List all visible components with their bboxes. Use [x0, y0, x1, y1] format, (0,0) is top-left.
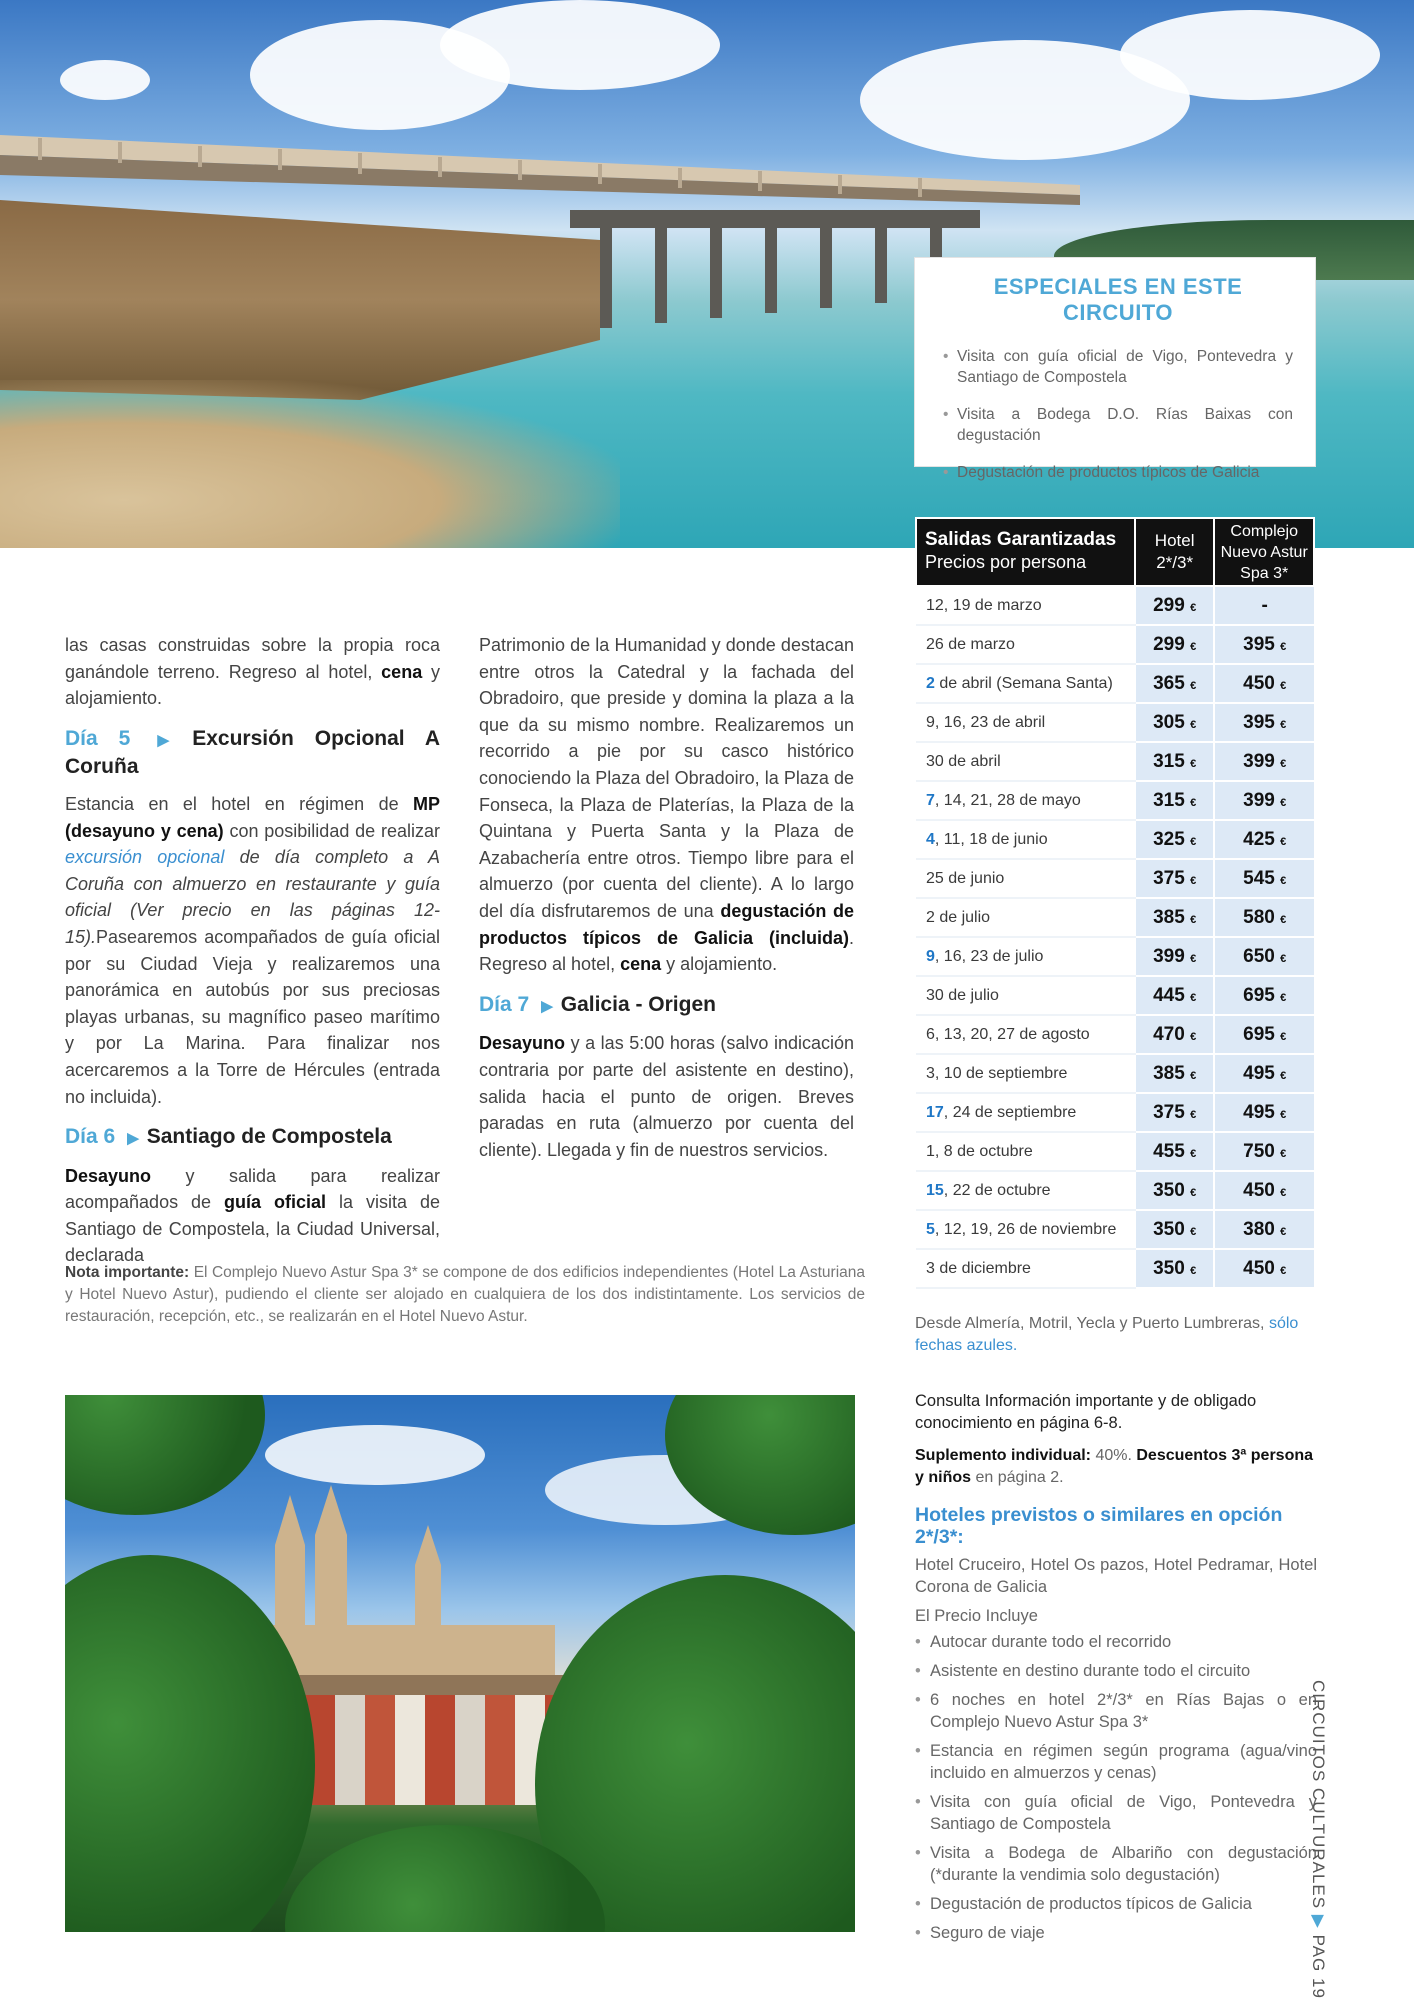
specials-list: [943, 346, 1293, 483]
descuentos-label: Descuentos 3ª persona y niños: [915, 1447, 1314, 1486]
price-complejo: 650 €: [1214, 937, 1314, 976]
price-complejo: 750 €: [1214, 1132, 1314, 1171]
price-hotel: 375 €: [1135, 1093, 1214, 1132]
specials-title: ESPECIALES EN ESTE CIRCUITO: [993, 274, 1243, 325]
page-number: PAG 19: [1309, 1934, 1328, 1999]
price-row-date: 17, 24 de septiembre: [916, 1093, 1135, 1132]
price-row-date: 2 de abril (Semana Santa): [916, 664, 1135, 703]
page-footer: [1308, 1680, 1328, 1999]
price-row: [916, 1015, 1314, 1054]
day7-heading: [479, 992, 854, 1021]
day6-continued: Patrimonio de la Humanidad y donde destacan entre otros la Catedral y la fachada del Obradoiro, que preside y domina la plaza a la que da su mismo nombre. Realizaremos un recorrido a pie por su casco histórico conociendo la Plaza del Obradoiro, la Plaza de Fonseca, la Plaza de Platerías, la Plaza de la Quintana y Puerta Santa y la Plaza de Azabachería entre otros. Tiempo libre para el almuerzo (por cuenta del cliente). A lo largo del día disfrutaremos de una degustación de productos típicos de Galicia (incluida). Regreso al hotel, cena y alojamiento.: [479, 635, 855, 975]
day7-text: Desayuno y a las 5:00 horas (salvo indicación contraria por parte del asistente en destino), salida hacia el punto de origen. Breves paradas en ruta (almuerzo por cuenta del cliente). Llegada y fin de nuestros servicios.: [479, 1033, 854, 1160]
price-hotel: 315 €: [1135, 742, 1214, 781]
price-hotel: 455 €: [1135, 1132, 1214, 1171]
day7-number: Día 7: [479, 992, 530, 1016]
price-row: [916, 742, 1314, 781]
day6-text: Desayuno y salida para realizar acompañados de guía oficial la visita de Santiago de Compostela, la Ciudad Universal, declarada: [65, 1165, 440, 1266]
hoteles-text: Hotel Cruceiro, Hotel Os pazos, Hotel Pedramar, Hotel Corona de Galicia: [915, 1556, 1317, 1596]
descuentos-value: en página 2.: [971, 1469, 1064, 1486]
price-row: [916, 976, 1314, 1015]
price-row-date: 12, 19 de marzo: [916, 586, 1135, 625]
hoteles-title: Hoteles previstos o similares en opción 2*/3*:: [915, 1504, 1283, 1548]
prices-header-subtitle: Precios por persona: [925, 552, 1087, 572]
price-complejo: 399 €: [1214, 781, 1314, 820]
incluye-item: • Estancia en régimen según programa (agua/vino incluido en almuerzos y cenas): [915, 1740, 1317, 1784]
price-hotel: 385 €: [1135, 898, 1214, 937]
incluye-list: [915, 1631, 1317, 1944]
price-complejo: 495 €: [1214, 1054, 1314, 1093]
price-row-date: 1, 8 de octubre: [916, 1132, 1135, 1171]
price-row: [916, 664, 1314, 703]
prices-header-title-cell: [916, 518, 1135, 586]
desde-note: [915, 1313, 1317, 1357]
price-row-date: 30 de julio: [916, 976, 1135, 1015]
price-row-date: 9, 16, 23 de julio: [916, 937, 1135, 976]
price-hotel: 350 €: [1135, 1171, 1214, 1210]
price-row: [916, 1210, 1314, 1249]
price-complejo: 545 €: [1214, 859, 1314, 898]
price-complejo: 399 €: [1214, 742, 1314, 781]
day5-heading: [65, 726, 440, 781]
price-row-date: 2 de julio: [916, 898, 1135, 937]
suplemento-note: [915, 1445, 1317, 1489]
day6-heading: [65, 1124, 440, 1153]
incluye-item: • Visita con guía oficial de Vigo, Pontevedra y Santiago de Compostela: [915, 1791, 1317, 1835]
price-row-date: 6, 13, 20, 27 de agosto: [916, 1015, 1135, 1054]
price-complejo: 450 €: [1214, 1171, 1314, 1210]
desde-blue-text: sólo fechas azules.: [915, 1315, 1299, 1354]
suplemento-label: Suplemento individual:: [915, 1447, 1092, 1464]
santiago-cathedral-photo: [65, 1395, 855, 1932]
prices-header-title: Salidas Garantizadas: [925, 529, 1117, 550]
incluye-item: • Asistente en destino durante todo el circuito: [915, 1660, 1317, 1682]
price-row-date: 7, 14, 21, 28 de mayo: [916, 781, 1135, 820]
day5-text: Estancia en el hotel en régimen de MP (desayuno y cena) con posibilidad de realizar excursión opcional de día completo a A Coruña con almuerzo en restaurante y guía oficial (Ver precio en las páginas 12-15).Pasearemos acompañados de guía oficial por su Ciudad Vieja y realizaremos una panorámica en autobús por sus preciosas playas urbanas, su magnífico paseo marítimo y por La Marina. Para finalizar nos acercaremos a la Torre de Hércules (entrada no incluida).: [65, 793, 441, 1107]
price-row-date: 9, 16, 23 de abril: [916, 703, 1135, 742]
price-complejo: 450 €: [1214, 1249, 1314, 1288]
price-row: [916, 1132, 1314, 1171]
day6-number: Día 6: [65, 1125, 116, 1149]
prices-table: [915, 517, 1315, 1289]
prices-body: [916, 586, 1314, 1288]
price-hotel: 299 €: [1135, 625, 1214, 664]
chevron-right-icon: ▶: [142, 731, 185, 749]
price-row-date: 25 de junio: [916, 859, 1135, 898]
incluye-item: • Seguro de viaje: [915, 1922, 1317, 1944]
consulta-note: Consulta Información importante y de obligado conocimiento en página 6-8.: [915, 1392, 1257, 1432]
price-row: [916, 937, 1314, 976]
itinerary-column-2: [479, 632, 854, 1177]
price-row-date: 5, 12, 19, 26 de noviembre: [916, 1210, 1135, 1249]
price-hotel: 445 €: [1135, 976, 1214, 1015]
price-row: [916, 781, 1314, 820]
price-complejo: 425 €: [1214, 820, 1314, 859]
chevron-right-icon: ▶: [541, 997, 553, 1015]
price-hotel: 365 €: [1135, 664, 1214, 703]
specials-item: • Visita a Bodega D.O. Rías Baixas con degustación: [943, 404, 1293, 446]
price-row-date: 26 de marzo: [916, 625, 1135, 664]
price-complejo: -: [1214, 586, 1314, 625]
specials-item: • Degustación de productos típicos de Galicia: [943, 462, 1293, 483]
price-row: [916, 1054, 1314, 1093]
day5-number: Día 5: [65, 726, 131, 750]
day5-title: Excursión Opcional A Coruña: [65, 726, 440, 779]
price-complejo: 380 €: [1214, 1210, 1314, 1249]
incluye-item: • Degustación de productos típicos de Galicia: [915, 1893, 1317, 1915]
price-row: [916, 859, 1314, 898]
specials-box: [915, 258, 1315, 481]
price-row: [916, 1171, 1314, 1210]
price-row-date: 15, 22 de octubre: [916, 1171, 1135, 1210]
section-name: CIRCUITOS CULTURALES: [1309, 1680, 1328, 1910]
price-row: [916, 820, 1314, 859]
price-hotel: 315 €: [1135, 781, 1214, 820]
desde-text: Desde Almería, Motril, Yecla y Puerto Lumbreras,: [915, 1315, 1269, 1332]
nota-importante: [65, 1262, 865, 1328]
price-hotel: 305 €: [1135, 703, 1214, 742]
incluye-title: El Precio Incluye: [915, 1607, 1038, 1625]
incluye-item: • Autocar durante todo el recorrido: [915, 1631, 1317, 1653]
price-row-date: 30 de abril: [916, 742, 1135, 781]
price-row-date: 4, 11, 18 de junio: [916, 820, 1135, 859]
price-complejo: 495 €: [1214, 1093, 1314, 1132]
price-row: [916, 703, 1314, 742]
price-hotel: 325 €: [1135, 820, 1214, 859]
nota-text: El Complejo Nuevo Astur Spa 3* se compone de dos edificios independientes (Hotel La Asturiana y Hotel Nuevo Astur), pudiendo el cliente ser alojado en cualquiera de los dos indistintamente. Los servicios de restauración, recepción, etc., se realizarán en el Hotel Nuevo Astur.: [65, 1264, 866, 1325]
price-row: [916, 586, 1314, 625]
price-row: [916, 625, 1314, 664]
itinerary-column-1: [65, 632, 440, 1283]
nota-label: Nota importante:: [65, 1264, 190, 1281]
incluye-item: • Visita a Bodega de Albariño con degustación (*durante la vendimia solo degustación): [915, 1842, 1317, 1886]
price-row-date: 3 de diciembre: [916, 1249, 1135, 1288]
price-complejo: 695 €: [1214, 1015, 1314, 1054]
prices-header-complejo: Complejo Nuevo Astur Spa 3*: [1214, 518, 1314, 586]
price-hotel: 350 €: [1135, 1210, 1214, 1249]
price-hotel: 350 €: [1135, 1249, 1214, 1288]
price-hotel: 470 €: [1135, 1015, 1214, 1054]
prices-header-hotel: Hotel 2*/3*: [1135, 518, 1214, 586]
specials-item: • Visita con guía oficial de Vigo, Pontevedra y Santiago de Compostela: [943, 346, 1293, 388]
price-complejo: 450 €: [1214, 664, 1314, 703]
price-complejo: 695 €: [1214, 976, 1314, 1015]
incluye-item: • 6 noches en hotel 2*/3* en Rías Bajas o en Complejo Nuevo Astur Spa 3*: [915, 1689, 1317, 1733]
price-complejo: 580 €: [1214, 898, 1314, 937]
hoteles-block: [915, 1504, 1317, 1951]
triangle-right-icon: ▶: [1309, 1914, 1328, 1929]
price-hotel: 399 €: [1135, 937, 1214, 976]
price-hotel: 385 €: [1135, 1054, 1214, 1093]
day7-title: Galicia - Origen: [560, 992, 716, 1016]
day6-title: Santiago de Compostela: [146, 1125, 392, 1149]
price-row: [916, 1093, 1314, 1132]
price-hotel: 299 €: [1135, 586, 1214, 625]
suplemento-value: 40%.: [1091, 1447, 1137, 1464]
price-complejo: 395 €: [1214, 703, 1314, 742]
price-row: [916, 1249, 1314, 1288]
price-complejo: 395 €: [1214, 625, 1314, 664]
price-row: [916, 898, 1314, 937]
chevron-right-icon: ▶: [127, 1130, 139, 1148]
price-row-date: 3, 10 de septiembre: [916, 1054, 1135, 1093]
day4-ending: las casas construidas sobre la propia roca ganándole terreno. Regreso al hotel, cena y alojamiento.: [65, 635, 440, 709]
price-hotel: 375 €: [1135, 859, 1214, 898]
